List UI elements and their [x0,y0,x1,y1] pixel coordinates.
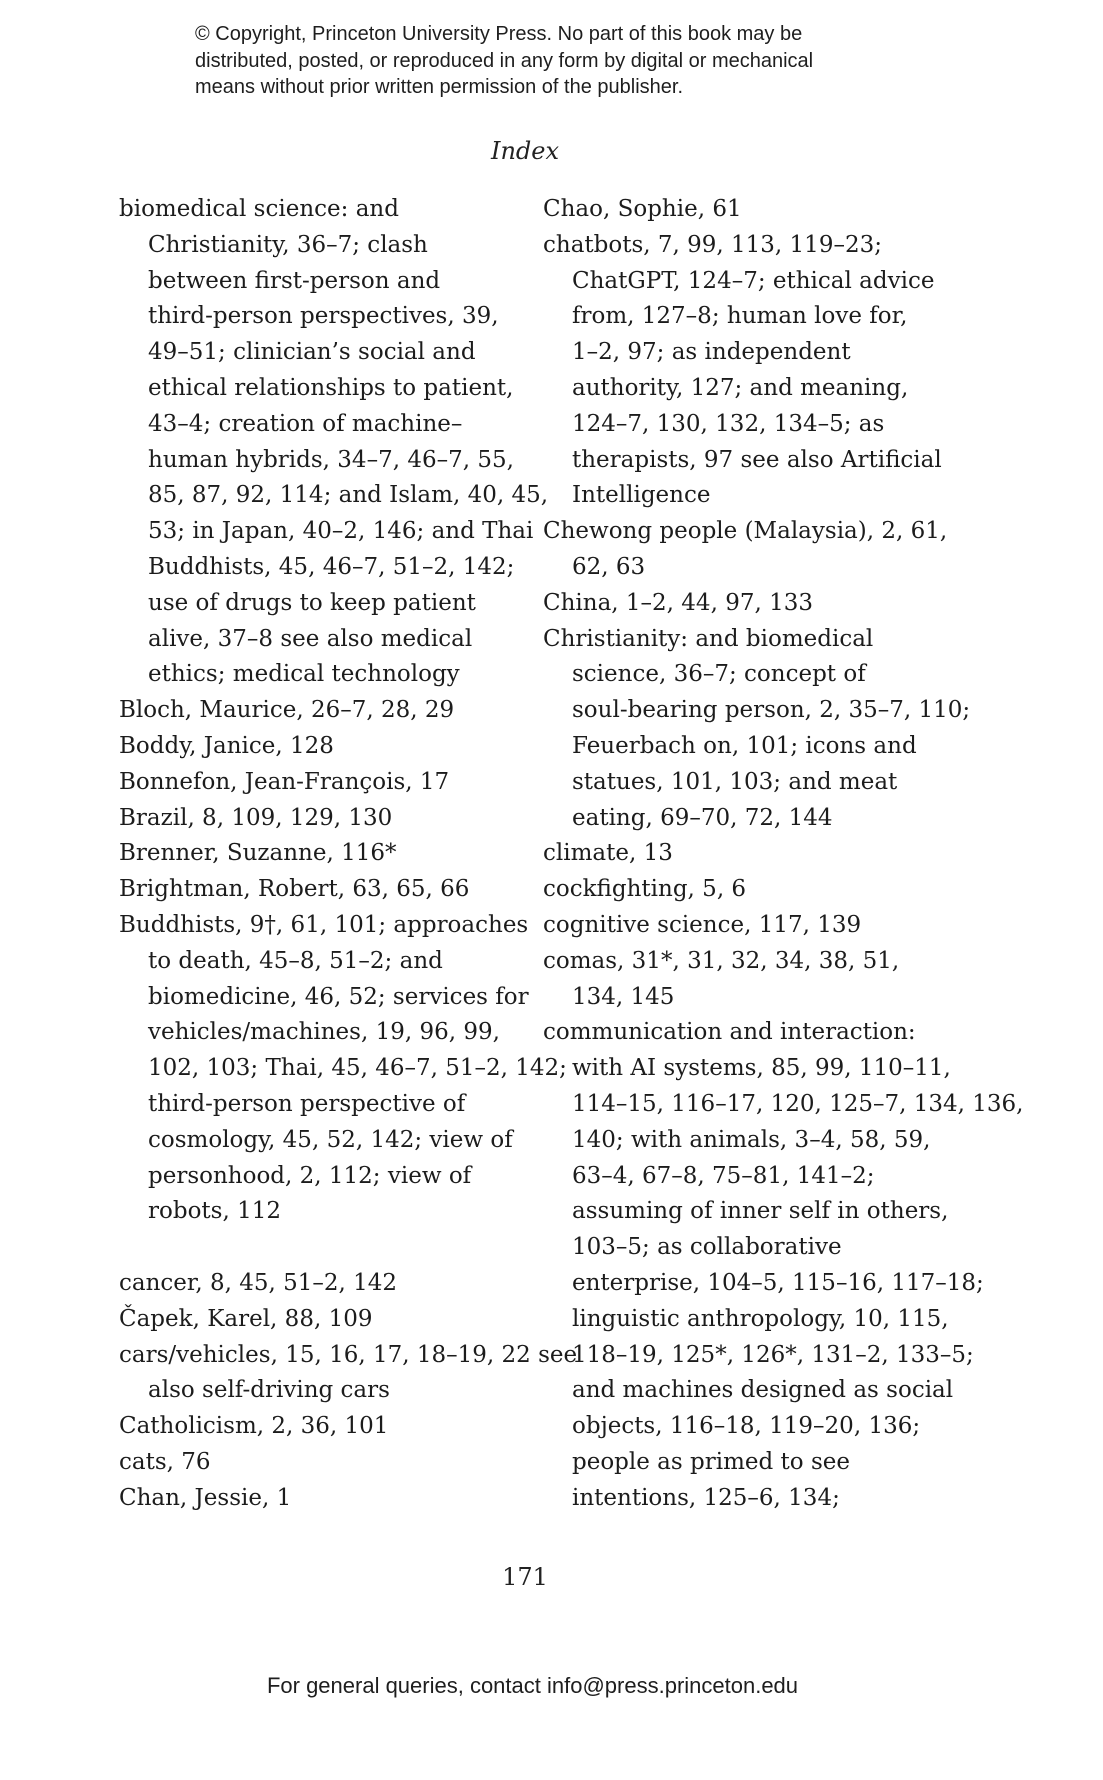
footer-contact: For general queries, contact info@press.princeton.edu [266,1673,799,1698]
index-subentry-line: authority, 127; and meaning, [572,374,909,401]
index-entry-line: China, 1–2, 44, 97, 133 [543,589,813,616]
index-entry-line: Brightman, Robert, 63, 65, 66 [119,876,470,903]
index-entry-line: Buddhists, 9†, 61, 101; approaches [119,911,529,938]
index-subentry-line: 43–4; creation of machine– [148,410,463,437]
index-subentry-line: 53; in Japan, 40–2, 146; and Thai [148,518,534,545]
index-entry-line: communication and interaction: [543,1019,916,1046]
index-entry-line: Chewong people (Malaysia), 2, 61, [543,518,948,545]
index-subentry-line: cosmology, 45, 52, 142; view of [148,1126,513,1153]
index-entry-line: climate, 13 [543,840,673,867]
index-subentry-line: personhood, 2, 112; view of [148,1162,472,1189]
copyright-line: means without prior written permission of the publisher. [195,76,684,98]
index-subentry-line: 102, 103; Thai, 45, 46–7, 51–2, 142; [148,1055,567,1082]
index-subentry-line: from, 127–8; human love for, [572,303,908,330]
index-subentry-line: Feuerbach on, 101; icons and [572,732,917,759]
index-subentry-line: 63–4, 67–8, 75–81, 141–2; [572,1162,875,1189]
index-subentry-line: objects, 116–18, 119–20, 136; [572,1413,921,1440]
index-subentry-line: 1–2, 97; as independent [572,339,851,366]
index-subentry-line: third-person perspective of [148,1090,466,1117]
index-subentry-line: ethics; medical technology [148,661,460,688]
index-subentry-line: to death, 45–8, 51–2; and [148,947,443,974]
index-subentry-line: eating, 69–70, 72, 144 [572,804,833,831]
index-entry-line: cats, 76 [119,1448,211,1475]
index-subentry-line: with AI systems, 85, 99, 110–11, [572,1055,951,1082]
index-entry-line: cockfighting, 5, 6 [543,876,747,903]
index-subentry-line: soul-bearing person, 2, 35–7, 110; [572,697,971,724]
index-subentry-line: 49–51; clinician’s social and [148,339,476,366]
index-subentry-line: human hybrids, 34–7, 46–7, 55, [148,446,514,473]
index-entry-line: Bloch, Maurice, 26–7, 28, 29 [119,697,455,724]
index-subentry-line: robots, 112 [148,1198,281,1225]
index-subentry-line: 103–5; as collaborative [572,1234,842,1261]
copyright-line: © Copyright, Princeton University Press. No part of this book may be [195,23,803,45]
copyright-line: distributed, posted, or reproduced in any form by digital or mechanical [195,49,814,72]
index-entry-line: Catholicism, 2, 36, 101 [119,1413,389,1440]
index-subentry-line: 134, 145 [572,983,675,1010]
index-subentry-line: 118–19, 125*, 126*, 131–2, 133–5; [572,1341,974,1368]
running-head: Index [490,137,560,165]
index-subentry-line: alive, 37–8 see also medical [148,625,473,652]
index-subentry-line: between first-person and [148,267,441,294]
index-entry-line: chatbots, 7, 99, 113, 119–23; [543,231,882,258]
index-subentry-line: assuming of inner self in others, [572,1198,949,1225]
index-subentry-line: therapists, 97 see also Artificial [572,446,942,473]
index-subentry-line: linguistic anthropology, 10, 115, [572,1305,949,1332]
index-column-left [119,192,578,1516]
index-entry-line: Chan, Jessie, 1 [119,1484,292,1511]
index-subentry-line: 85, 87, 92, 114; and Islam, 40, 45, [148,482,549,509]
index-entry-line: cognitive science, 117, 139 [543,911,862,938]
index-subentry-line: 62, 63 [572,553,646,580]
index-subentry-line: and machines designed as social [572,1377,954,1404]
index-entry-line: cancer, 8, 45, 51–2, 142 [119,1269,398,1296]
index-subentry-line: science, 36–7; concept of [572,661,866,688]
index-entry-line [119,1230,524,1266]
index-entry-line: Brenner, Suzanne, 116* [119,840,397,867]
index-subentry-line: ethical relationships to patient, [148,374,514,401]
index-subentry-line: also self-driving cars [148,1377,390,1404]
index-subentry-line: intentions, 125–6, 134; [572,1484,840,1511]
index-subentry-line: 114–15, 116–17, 120, 125–7, 134, 136, [572,1090,1024,1117]
index-entry-line: Chao, Sophie, 61 [543,196,742,222]
index-entry-line: comas, 31*, 31, 32, 34, 38, 51, [543,947,900,974]
index-subentry-line: Christianity, 36–7; clash [148,231,428,258]
index-subentry-line: 140; with animals, 3–4, 58, 59, [572,1126,931,1153]
index-subentry-line: 124–7, 130, 132, 134–5; as [572,410,885,437]
index-subentry-line: biomedicine, 46, 52; services for [148,983,529,1010]
index-subentry-line: vehicles/machines, 19, 96, 99, [148,1019,500,1046]
index-subentry-line: third-person perspectives, 39, [148,303,499,330]
index-subentry-line: people as primed to see [572,1448,850,1475]
index-subentry-line: Buddhists, 45, 46–7, 51–2, 142; [148,553,515,580]
index-subentry-line: statues, 101, 103; and meat [572,768,898,795]
index-subentry-line: use of drugs to keep patient [148,589,476,616]
page-number: 171 [502,1563,548,1591]
index-entry-line: Brazil, 8, 109, 129, 130 [119,804,393,831]
index-entry-line: Čapek, Karel, 88, 109 [119,1305,373,1332]
copyright-notice [195,21,915,101]
index-entry-line: biomedical science: and [119,196,399,222]
index-subentry-line: enterprise, 104–5, 115–16, 117–18; [572,1269,984,1296]
index-entry-line: Christianity: and biomedical [543,625,874,652]
index-subentry-line: ChatGPT, 124–7; ethical advice [572,267,935,294]
index-entry-line: Bonnefon, Jean-François, 17 [119,768,450,795]
index-column-right [543,192,1024,1516]
index-entry-line: Boddy, Janice, 128 [119,732,334,759]
index-subentry-line: Intelligence [572,482,711,509]
index-entry-line: cars/vehicles, 15, 16, 17, 18–19, 22 see [119,1341,578,1368]
